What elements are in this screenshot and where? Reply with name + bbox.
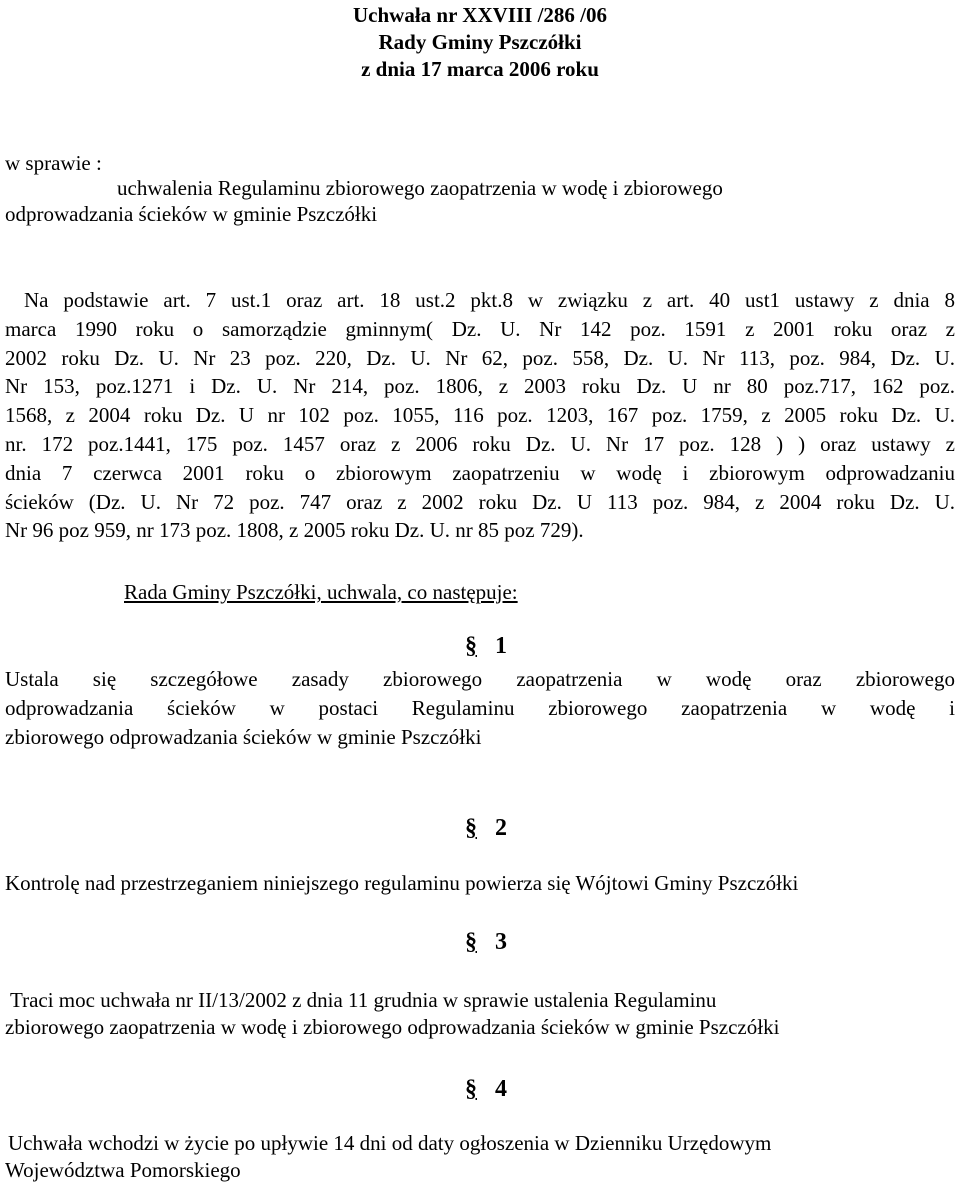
section-3-line: zbiorowego zaopatrzenia w wodę i zbiorowego odprowadzania ścieków w gminie Pszczółki (5, 1015, 780, 1039)
section-1-line: Ustala się szczegółowe zasady zbiorowego zaopatrzenia w wodę oraz zbiorowego (5, 667, 955, 691)
legal-basis-line: Na podstawie art. 7 ust.1 oraz art. 18 ust.2 pkt.8 w związku z art. 40 ust1 ustawy z dnia 8 (24, 288, 955, 312)
section-3-heading (465, 928, 507, 956)
section-number: 1 (495, 633, 507, 659)
section-symbol: § (465, 929, 477, 955)
legal-basis-line: nr. 172 poz.1441, 175 poz. 1457 oraz z 2006 roku Dz. U. Nr 17 poz. 128 ) ) oraz ustawy z (5, 431, 955, 456)
legal-basis-line: marca 1990 roku o samorządzie gminnym( Dz. U. Nr 142 poz. 1591 z 2001 roku oraz z (5, 316, 955, 341)
resolution-intro (124, 579, 518, 605)
section-symbol: § (465, 815, 477, 841)
section-number: 2 (495, 815, 507, 841)
section-4-heading (465, 1075, 507, 1103)
section-2-line: Kontrolę nad przestrzeganiem niniejszego regulaminu powierza się Wójtowi Gminy Pszczółki (5, 871, 799, 895)
resolution-date: z dnia 17 marca 2006 roku (361, 57, 599, 81)
subject-label: w sprawie : (5, 151, 102, 175)
legal-basis-paragraph (5, 286, 955, 545)
council-name: Rady Gminy Pszczółki (378, 30, 582, 54)
subject-line-2: odprowadzania ścieków w gminie Pszczółki (5, 202, 378, 226)
section-1-heading (465, 632, 507, 660)
section-2-heading (465, 814, 507, 842)
resolution-intro-text: Rada Gminy Pszczółki, uchwala, co następuje: (124, 580, 518, 604)
section-1-text (5, 665, 955, 751)
section-1-line: odprowadzania ścieków w postaci Regulaminu zbiorowego zaopatrzenia w wodę i (5, 695, 955, 720)
section-number: 3 (495, 929, 507, 955)
section-symbol: § (465, 1076, 477, 1102)
legal-basis-line: 2002 roku Dz. U. Nr 23 poz. 220, Dz. U. Nr 62, poz. 558, Dz. U. Nr 113, poz. 984, Dz. U. (5, 345, 955, 370)
section-4-line: Województwa Pomorskiego (5, 1158, 241, 1182)
section-symbol: § (465, 633, 477, 659)
legal-basis-line: Nr 96 poz 959, nr 173 poz. 1808, z 2005 roku Dz. U. nr 85 poz 729). (5, 518, 584, 543)
section-number: 4 (495, 1076, 507, 1102)
legal-basis-line: Nr 153, poz.1271 i Dz. U. Nr 214, poz. 1806, z 2003 roku Dz. U nr 80 poz.717, 162 poz. (5, 374, 955, 399)
subject-line-1: uchwalenia Regulaminu zbiorowego zaopatrzenia w wodę i zbiorowego (117, 176, 723, 200)
section-4-line: Uchwała wchodzi w życie po upływie 14 dni od daty ogłoszenia w Dzienniku Urzędowym (8, 1131, 772, 1155)
section-1-line: zbiorowego odprowadzania ścieków w gminie Pszczółki (5, 724, 482, 749)
legal-basis-line: dnia 7 czerwca 2001 roku o zbiorowym zaopatrzeniu w wodę i zbiorowym odprowadzaniu (5, 460, 955, 485)
legal-basis-line: 1568, z 2004 roku Dz. U nr 102 poz. 1055, 116 poz. 1203, 167 poz. 1759, z 2005 roku Dz. U. (5, 403, 955, 428)
section-3-line: Traci moc uchwała nr II/13/2002 z dnia 11 grudnia w sprawie ustalenia Regulaminu (10, 988, 717, 1012)
resolution-number: Uchwała nr XXVIII /286 /06 (353, 3, 607, 27)
legal-basis-line: ścieków (Dz. U. Nr 72 poz. 747 oraz z 2002 roku Dz. U 113 poz. 984, z 2004 roku Dz. U. (5, 489, 955, 514)
